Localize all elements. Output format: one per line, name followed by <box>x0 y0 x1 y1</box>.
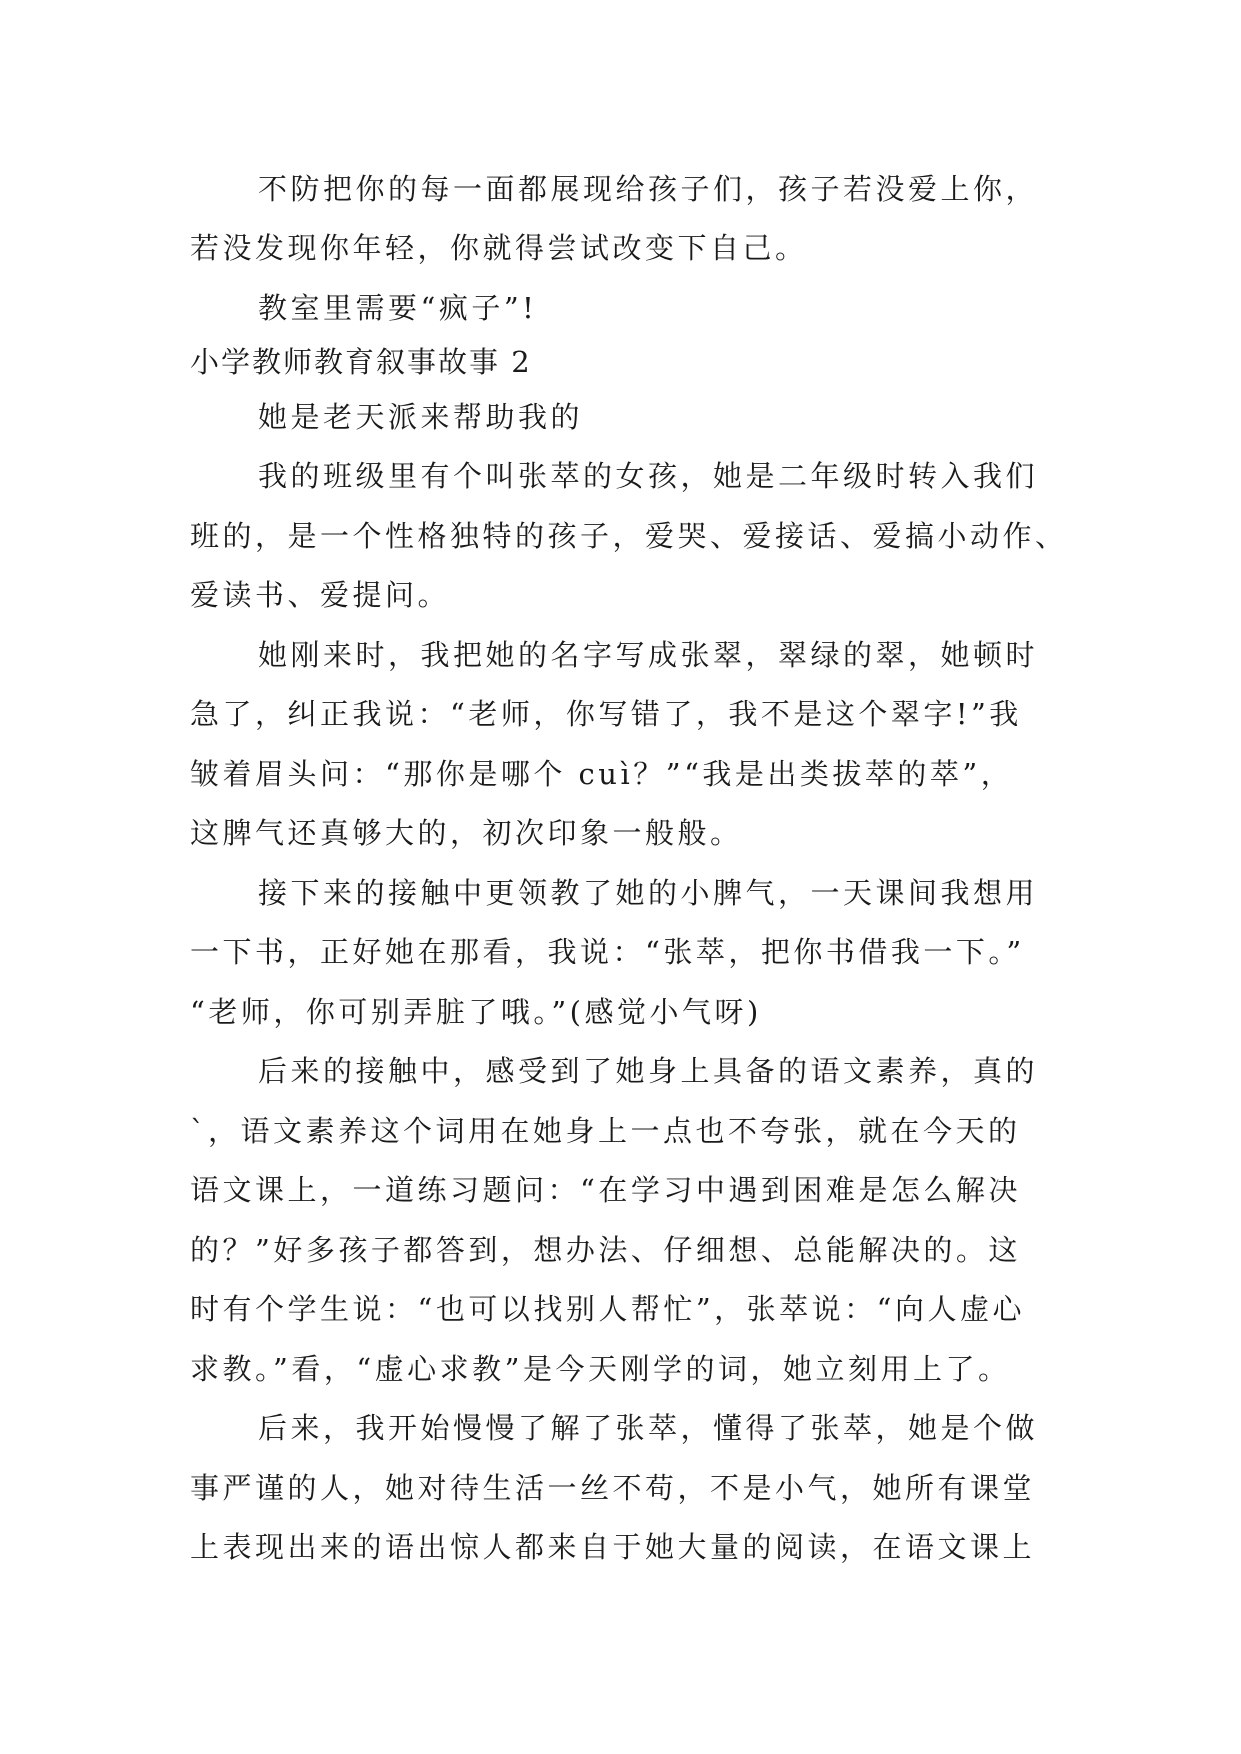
story-title: 她是老天派来帮助我的 <box>258 400 584 434</box>
section-heading: 小学教师教育叙事故事 2 <box>190 345 532 379</box>
paragraph-line: 求教。”看，“虚心求教”是今天刚学的词，她立刻用上了。 <box>190 1352 1011 1386</box>
paragraph-line: 若没发现你年轻，你就得尝试改变下自己。 <box>190 231 808 265</box>
paragraph-line: 我的班级里有个叫张萃的女孩，她是二年级时转入我们 <box>258 459 1039 493</box>
paragraph-line: 教室里需要“疯子”! <box>258 291 538 325</box>
paragraph-line: 她刚来时，我把她的名字写成张翠，翠绿的翠，她顿时 <box>258 638 1039 672</box>
paragraph-line: 接下来的接触中更领教了她的小脾气，一天课间我想用 <box>258 876 1039 910</box>
paragraph-line: 班的，是一个性格独特的孩子，爱哭、爱接话、爱搞小动作、 <box>190 519 1068 553</box>
paragraph-line: 不防把你的每一面都展现给孩子们，孩子若没爱上你， <box>258 172 1039 206</box>
paragraph-line: 的？”好多孩子都答到，想办法、仔细想、总能解决的。这 <box>190 1233 1021 1267</box>
paragraph-line: “老师，你可别弄脏了哦。”(感觉小气呀) <box>190 995 762 1029</box>
paragraph-line: 语文课上，一道练习题问：“在学习中遇到困难是怎么解决 <box>190 1173 1021 1207</box>
paragraph-line: 皱着眉头问：“那你是哪个 cuì？”“我是出类拔萃的萃”， <box>190 757 1014 791</box>
paragraph-line: 这脾气还真够大的，初次印象一般般。 <box>190 816 743 850</box>
paragraph-line: 一下书，正好她在那看，我说：“张萃，把你书借我一下。” <box>190 935 1025 969</box>
paragraph-line: 上表现出来的语出惊人都来自于她大量的阅读，在语文课上 <box>190 1530 1036 1564</box>
paragraph-line: 后来的接触中，感受到了她身上具备的语文素养，真的 <box>258 1054 1039 1088</box>
paragraph-line: 时有个学生说：“也可以找别人帮忙”，张萃说：“向人虚心 <box>190 1292 1025 1326</box>
paragraph-line: `，语文素养这个词用在她身上一点也不夸张，就在今天的 <box>190 1114 1021 1148</box>
paragraph-line: 急了，纠正我说：“老师，你写错了，我不是这个翠字!”我 <box>190 697 1022 731</box>
paragraph-line: 后来，我开始慢慢了解了张萃，懂得了张萃，她是个做 <box>258 1411 1039 1445</box>
paragraph-line: 爱读书、爱提问。 <box>190 578 451 612</box>
paragraph-line: 事严谨的人，她对待生活一丝不苟，不是小气，她所有课堂 <box>190 1471 1036 1505</box>
